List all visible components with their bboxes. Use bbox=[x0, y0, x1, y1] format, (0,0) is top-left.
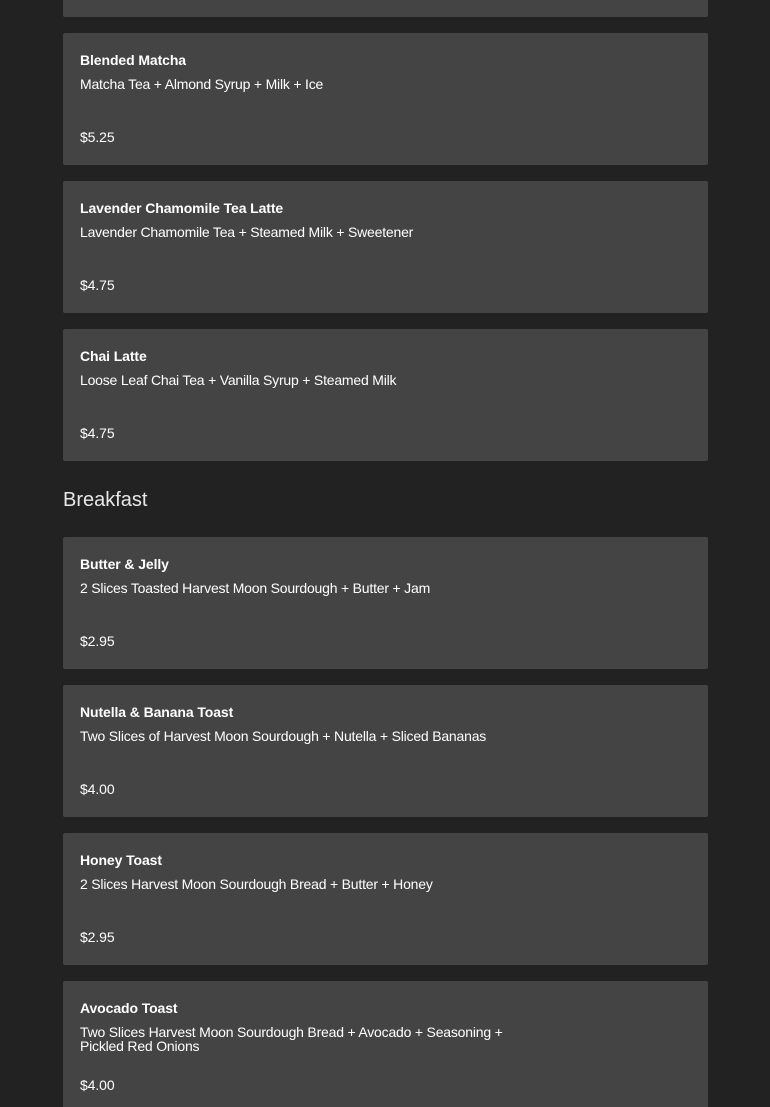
item-name: Chai Latte bbox=[80, 348, 147, 364]
menu-item-card[interactable] bbox=[63, 181, 708, 313]
item-description: Loose Leaf Chai Tea + Vanilla Syrup + Steamed Milk bbox=[80, 372, 397, 388]
item-name: Honey Toast bbox=[80, 852, 162, 868]
section-title-breakfast: Breakfast bbox=[63, 489, 148, 511]
item-description: Lavender Chamomile Tea + Steamed Milk + Sweetener bbox=[80, 224, 414, 240]
menu-item-card[interactable] bbox=[63, 329, 708, 461]
item-price: $2.95 bbox=[80, 929, 115, 945]
item-price: $4.75 bbox=[80, 277, 115, 293]
item-description: 2 Slices Toasted Harvest Moon Sourdough + Butter + Jam bbox=[80, 580, 431, 596]
item-name: Blended Matcha bbox=[80, 52, 186, 68]
menu-item-card[interactable] bbox=[63, 537, 708, 669]
item-description: Two Slices of Harvest Moon Sourdough + Nutella + Sliced Bananas bbox=[80, 728, 487, 744]
item-description: 2 Slices Harvest Moon Sourdough Bread + Butter + Honey bbox=[80, 876, 433, 892]
item-name: Lavender Chamomile Tea Latte bbox=[80, 200, 284, 216]
item-name: Avocado Toast bbox=[80, 1000, 178, 1016]
item-name: Nutella & Banana Toast bbox=[80, 704, 234, 720]
menu-page bbox=[63, 0, 708, 1107]
menu-item-card[interactable] bbox=[63, 981, 708, 1107]
menu-item-card[interactable] bbox=[63, 833, 708, 965]
item-name: Butter & Jelly bbox=[80, 556, 169, 572]
menu-item-card[interactable] bbox=[63, 33, 708, 165]
item-price: $4.00 bbox=[80, 781, 115, 797]
menu-item-card[interactable] bbox=[63, 685, 708, 817]
item-description: Two Slices Harvest Moon Sourdough Bread + Avocado + Seasoning + Pickled Red Onions bbox=[80, 1024, 503, 1054]
item-price: $4.75 bbox=[80, 425, 115, 441]
item-price: $5.25 bbox=[80, 129, 115, 145]
item-price: $2.95 bbox=[80, 633, 115, 649]
item-price: $4.00 bbox=[80, 1077, 115, 1093]
menu-item-card-previous[interactable] bbox=[63, 0, 708, 17]
item-description: Matcha Tea + Almond Syrup + Milk + Ice bbox=[80, 76, 324, 92]
